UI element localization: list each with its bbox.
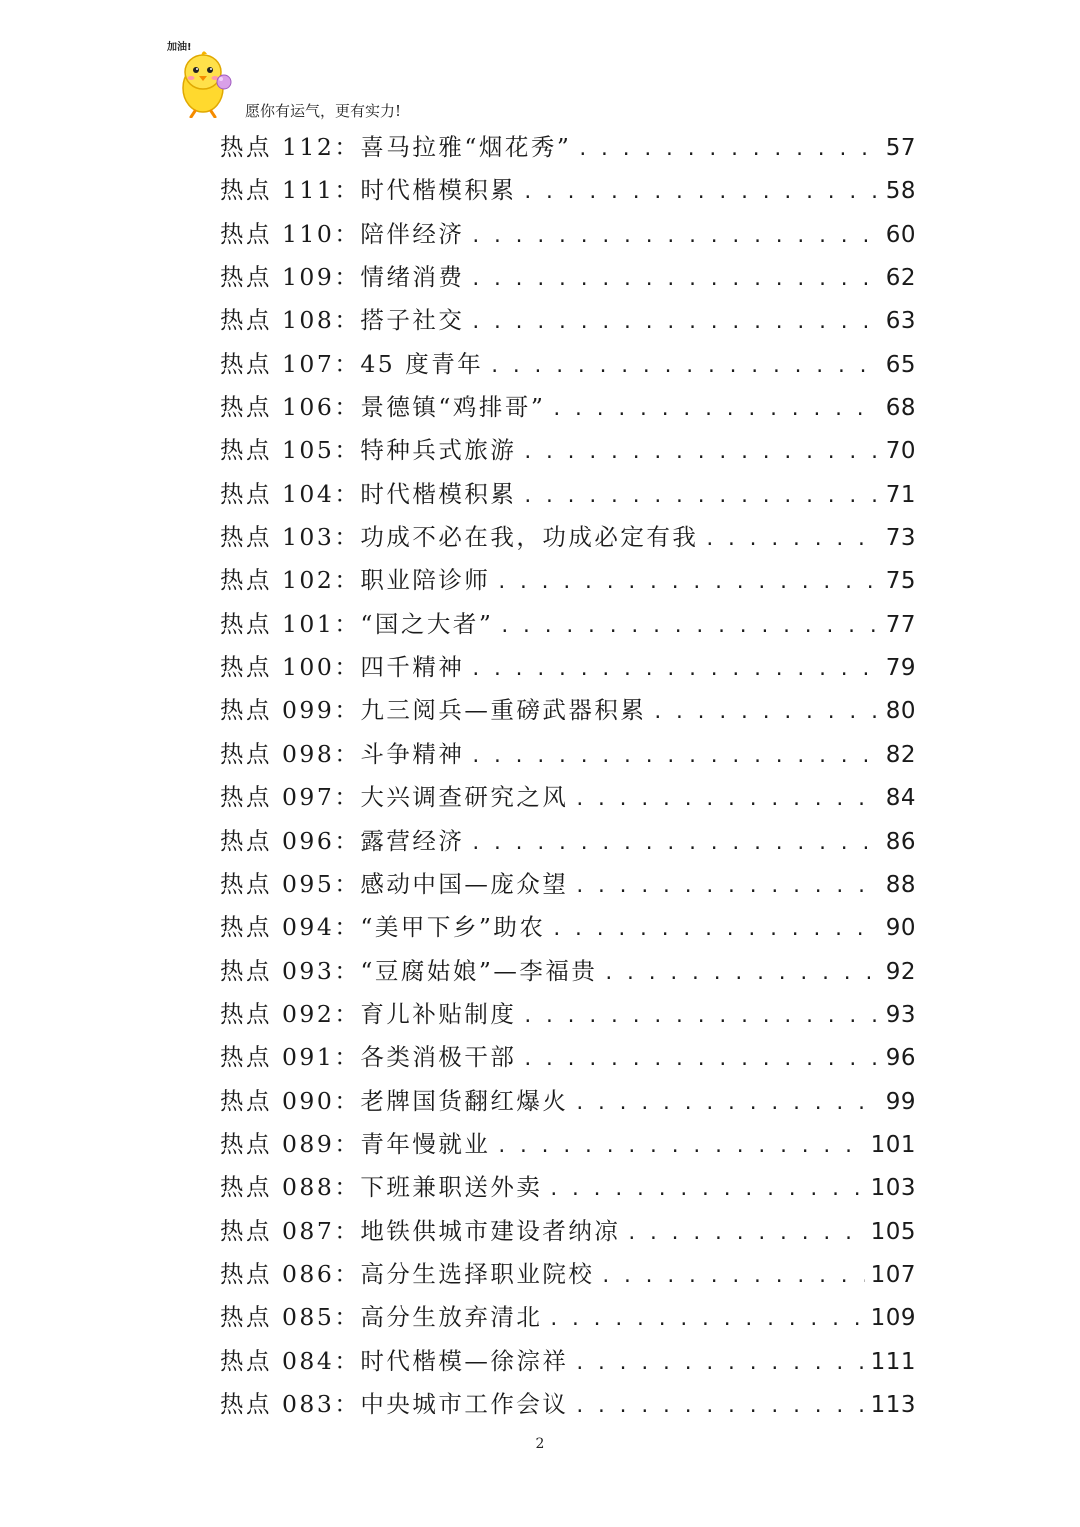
- toc-leader-dots: [626, 1212, 864, 1255]
- toc-title: 九三阅兵—重磅武器积累: [360, 696, 647, 725]
- toc-row[interactable]: [220, 1166, 916, 1209]
- toc-page: 107: [870, 1261, 916, 1288]
- toc-label: 热点 098：: [220, 739, 361, 768]
- toc-page: 62: [885, 265, 916, 292]
- toc-title: 搭子社交: [360, 306, 465, 335]
- toc-row[interactable]: [220, 213, 916, 256]
- toc-row[interactable]: [220, 1253, 916, 1296]
- toc-title: 感动中国—庞众望: [360, 869, 569, 898]
- toc-title: 喜马拉雅“烟花秀”: [360, 133, 572, 161]
- toc-page: 92: [885, 958, 916, 985]
- toc-label: 热点 109：: [220, 263, 361, 292]
- toc-title: 各类消极干部: [360, 1043, 517, 1072]
- table-of-contents: [220, 126, 916, 1426]
- toc-page: 90: [885, 915, 916, 942]
- toc-row[interactable]: [220, 1296, 916, 1339]
- toc-label: 热点 103：: [220, 523, 361, 552]
- toc-row[interactable]: [220, 1123, 916, 1166]
- toc-leader-dots: [551, 388, 879, 431]
- toc-leader-dots: [603, 952, 879, 995]
- toc-row[interactable]: [220, 1080, 916, 1123]
- toc-label: 热点 094：: [220, 913, 361, 942]
- toc-leader-dots: [577, 128, 879, 171]
- toc-title: 四千精神: [360, 653, 465, 682]
- toc-title: 中央城市工作会议: [360, 1389, 569, 1418]
- toc-row[interactable]: [220, 516, 916, 559]
- toc-page: 65: [885, 351, 916, 378]
- toc-page: 82: [885, 741, 916, 768]
- toc-row[interactable]: [220, 863, 916, 906]
- toc-page: 86: [885, 828, 916, 855]
- toc-label: 热点 111：: [220, 176, 361, 205]
- toc-title: 高分生选择职业院校: [360, 1259, 595, 1288]
- toc-row[interactable]: [220, 603, 916, 646]
- toc-title: 特种兵式旅游: [360, 436, 517, 465]
- toc-page: 70: [885, 438, 916, 465]
- toc-page: 73: [885, 525, 916, 552]
- toc-row[interactable]: [220, 689, 916, 732]
- toc-row[interactable]: [220, 169, 916, 212]
- page-number: 2: [535, 1436, 545, 1452]
- toc-page: 93: [885, 1001, 916, 1028]
- toc-row[interactable]: [220, 733, 916, 776]
- toc-page: 57: [885, 135, 916, 161]
- toc-page: 68: [885, 395, 916, 422]
- toc-label: 热点 104：: [220, 479, 361, 508]
- toc-row[interactable]: [220, 1210, 916, 1253]
- toc-leader-dots: [574, 865, 879, 908]
- toc-label: 热点 100：: [220, 653, 361, 682]
- toc-label: 热点 090：: [220, 1086, 361, 1115]
- chick-mascot-icon: [165, 38, 240, 118]
- toc-title: 时代楷模积累: [360, 479, 517, 508]
- toc-title: 时代楷模—徐淙祥: [360, 1346, 569, 1375]
- toc-row[interactable]: [220, 646, 916, 689]
- toc-leader-dots: [548, 1168, 864, 1211]
- toc-page: 77: [885, 611, 916, 638]
- toc-label: 热点 088：: [220, 1173, 361, 1202]
- toc-label: 热点 106：: [220, 393, 361, 422]
- toc-row[interactable]: [220, 820, 916, 863]
- toc-page: 113: [870, 1391, 916, 1418]
- toc-leader-dots: [704, 518, 879, 561]
- toc-leader-dots: [652, 691, 879, 734]
- toc-label: 热点 085：: [220, 1303, 361, 1332]
- toc-label: 热点 086：: [220, 1259, 361, 1288]
- toc-title: 功成不必在我，功成必定有我: [360, 523, 699, 552]
- toc-title: “美甲下乡”助农: [360, 913, 546, 942]
- toc-leader-dots: [574, 778, 879, 821]
- toc-leader-dots: [574, 1342, 864, 1385]
- toc-leader-dots: [470, 735, 879, 778]
- toc-row[interactable]: [220, 473, 916, 516]
- toc-title: 露营经济: [360, 826, 465, 855]
- toc-leader-dots: [548, 1298, 864, 1341]
- toc-row[interactable]: [220, 993, 916, 1036]
- toc-title: 景德镇“鸡排哥”: [360, 393, 546, 422]
- toc-title: 斗争精神: [360, 739, 465, 768]
- toc-leader-dots: [470, 215, 879, 258]
- toc-page: 109: [870, 1305, 916, 1332]
- toc-leader-dots: [551, 908, 879, 951]
- toc-row[interactable]: [220, 1036, 916, 1079]
- toc-label: 热点 101：: [220, 609, 361, 638]
- toc-row[interactable]: [220, 559, 916, 602]
- toc-row[interactable]: [220, 906, 916, 949]
- toc-page: 80: [885, 698, 916, 725]
- toc-row[interactable]: [220, 950, 916, 993]
- toc-label: 热点 105：: [220, 436, 361, 465]
- toc-title: 陪伴经济: [360, 219, 465, 248]
- toc-row[interactable]: [220, 126, 916, 169]
- toc-row[interactable]: [220, 1383, 916, 1426]
- toc-title: 青年慢就业: [360, 1129, 491, 1158]
- toc-leader-dots: [496, 1125, 864, 1168]
- toc-page: 105: [870, 1218, 916, 1245]
- toc-label: 热点 099：: [220, 696, 361, 725]
- toc-title: 高分生放弃清北: [360, 1303, 543, 1332]
- toc-label: 热点 083：: [220, 1389, 361, 1418]
- toc-label: 热点 110：: [220, 219, 361, 248]
- mascot-text: 加油!: [167, 42, 192, 53]
- toc-page: 101: [870, 1131, 916, 1158]
- toc-label: 热点 095：: [220, 869, 361, 898]
- toc-page: 60: [885, 221, 916, 248]
- toc-title: 45 度青年: [360, 349, 484, 378]
- toc-leader-dots: [499, 605, 879, 648]
- toc-leader-dots: [470, 258, 879, 301]
- toc-leader-dots: [470, 301, 879, 344]
- toc-leader-dots: [470, 822, 879, 865]
- toc-leader-dots: [522, 995, 879, 1038]
- toc-title: 育儿补贴制度: [360, 999, 517, 1028]
- toc-page: 58: [885, 178, 916, 205]
- toc-row[interactable]: [220, 343, 916, 386]
- toc-label: 热点 097：: [220, 783, 361, 812]
- toc-leader-dots: [489, 345, 880, 388]
- toc-title: 下班兼职送外卖: [360, 1173, 543, 1202]
- toc-label: 热点 096：: [220, 826, 361, 855]
- toc-label: 热点 087：: [220, 1216, 361, 1245]
- toc-label: 热点 102：: [220, 566, 361, 595]
- toc-title: “国之大者”: [360, 609, 494, 638]
- slogan: 愿你有运气，更有实力!: [245, 102, 402, 120]
- toc-title: “豆腐姑娘”—李福贵: [360, 956, 598, 985]
- toc-title: 大兴调查研究之风: [360, 783, 569, 812]
- toc-page: 75: [885, 568, 916, 595]
- toc-page: 111: [870, 1348, 916, 1375]
- toc-label: 热点 092：: [220, 999, 361, 1028]
- toc-leader-dots: [574, 1082, 879, 1125]
- toc-title: 职业陪诊师: [360, 566, 491, 595]
- toc-page: 88: [885, 871, 916, 898]
- toc-row[interactable]: [220, 776, 916, 819]
- toc-page: 96: [885, 1045, 916, 1072]
- toc-page: 71: [885, 481, 916, 508]
- toc-leader-dots: [522, 431, 879, 474]
- toc-page: 84: [885, 785, 916, 812]
- toc-page: 79: [885, 655, 916, 682]
- toc-row[interactable]: [220, 429, 916, 472]
- toc-leader-dots: [522, 171, 879, 214]
- toc-label: 热点 093：: [220, 956, 361, 985]
- toc-leader-dots: [522, 475, 879, 518]
- toc-leader-dots: [496, 561, 879, 604]
- toc-title: 地铁供城市建设者纳凉: [360, 1216, 621, 1245]
- toc-page: 99: [885, 1088, 916, 1115]
- toc-label: 热点 091：: [220, 1043, 361, 1072]
- toc-row[interactable]: [220, 299, 916, 342]
- toc-title: 情绪消费: [360, 263, 465, 292]
- toc-leader-dots: [522, 1038, 879, 1081]
- toc-row[interactable]: [220, 256, 916, 299]
- toc-leader-dots: [600, 1255, 864, 1298]
- toc-label: 热点 112：: [220, 133, 361, 161]
- toc-label: 热点 108：: [220, 306, 361, 335]
- toc-row[interactable]: [220, 386, 916, 429]
- toc-page: 103: [870, 1175, 916, 1202]
- toc-leader-dots: [574, 1385, 864, 1428]
- toc-title: 时代楷模积累: [360, 176, 517, 205]
- toc-title: 老牌国货翻红爆火: [360, 1086, 569, 1115]
- toc-label: 热点 107：: [220, 349, 361, 378]
- toc-label: 热点 084：: [220, 1346, 361, 1375]
- toc-page: 63: [885, 308, 916, 335]
- toc-leader-dots: [470, 648, 879, 691]
- page-header: [165, 38, 465, 128]
- toc-label: 热点 089：: [220, 1129, 361, 1158]
- toc-row[interactable]: [220, 1340, 916, 1383]
